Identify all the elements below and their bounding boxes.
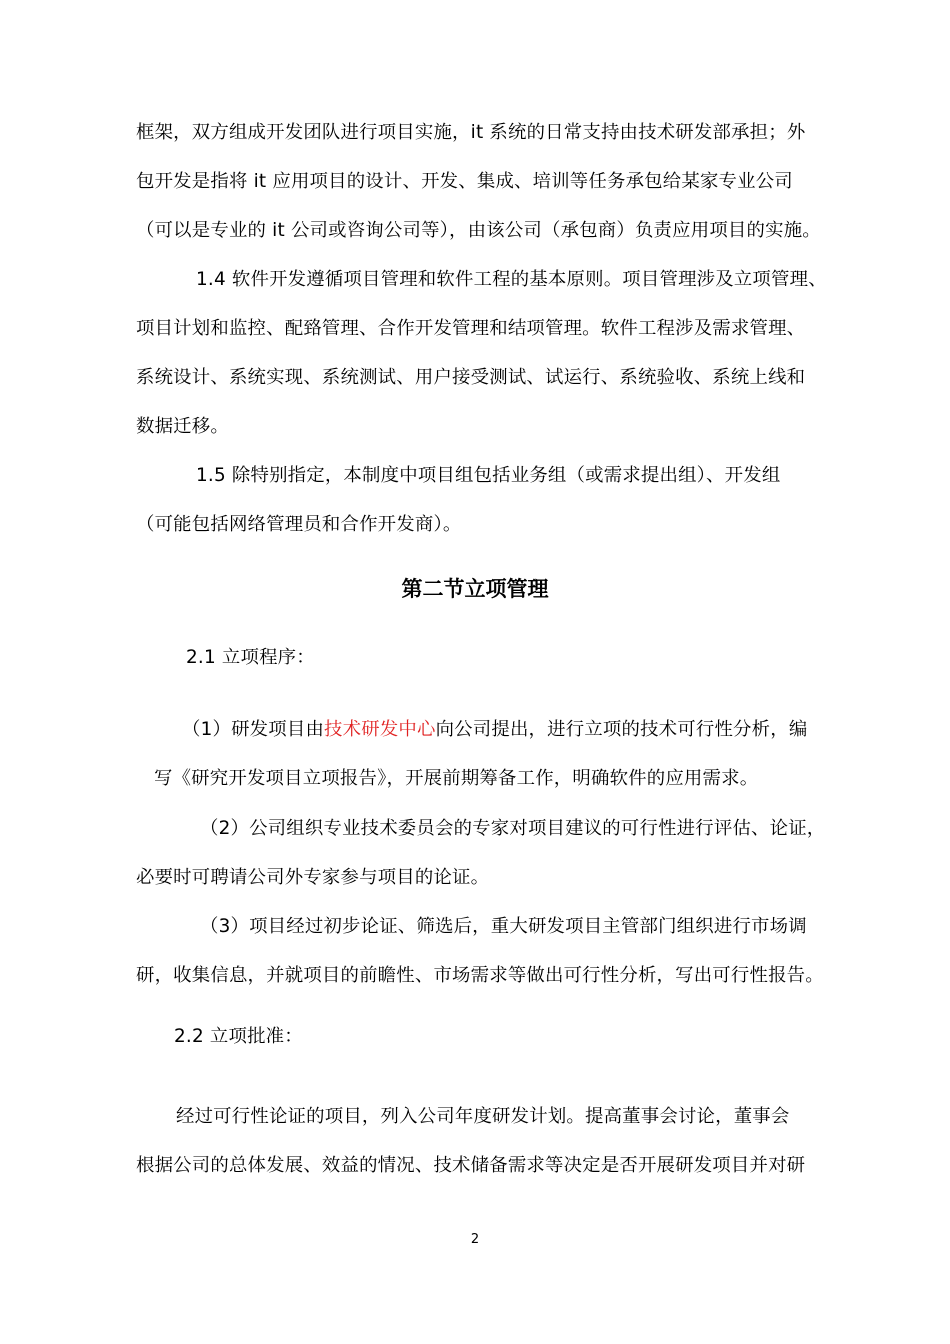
paragraph-line: 框架，双方组成开发团队进行项目实施，it 系统的日常支持由技术研发部承担；外: [136, 122, 806, 143]
paragraph-line: 研，收集信息，并就项目的前瞻性、市场需求等做出可行性分析，写出可行性报告。: [136, 965, 824, 986]
text-segment: 向公司提出，进行立项的技术可行性分析，编: [435, 719, 808, 740]
paragraph-line: 1.4 软件开发遵循项目管理和软件工程的基本原则。项目管理涉及立项管理、: [196, 269, 827, 290]
subsection-heading: 2.2 立项批准：: [174, 1026, 303, 1047]
paragraph-line: 必要时可聘请公司外专家参与项目的论证。: [136, 867, 490, 888]
subsection-heading: 2.1 立项程序：: [186, 647, 315, 668]
paragraph-line: （2）公司组织专业技术委员会的专家对项目建议的可行性进行评估、论证，: [200, 818, 826, 839]
paragraph-line: 系统设计、系统实现、系统测试、用户接受测试、试运行、系统验收、系统上线和: [136, 367, 806, 388]
paragraph-line: （可以是专业的 it 公司或咨询公司等），由该公司（承包商）负责应用项目的实施。: [136, 220, 821, 241]
text-segment: （1）研发项目由: [182, 719, 325, 740]
paragraph-line: [182, 718, 807, 742]
section-heading: 第二节立项管理: [401, 577, 549, 601]
paragraph-line: 项目计划和监控、配臵管理、合作开发管理和结项管理。软件工程涉及需求管理、: [136, 318, 806, 339]
page-number: 2: [470, 1232, 480, 1247]
paragraph-line: 写《研究开发项目立项报告》，开展前期筹备工作，明确软件的应用需求。: [154, 768, 759, 789]
paragraph-line: 根据公司的总体发展、效益的情况、技术储备需求等决定是否开展研发项目并对研: [136, 1155, 806, 1176]
highlighted-text: 技术研发中心: [324, 719, 436, 740]
paragraph-line: 数据迁移。: [136, 416, 229, 437]
paragraph-line: 经过可行性论证的项目，列入公司年度研发计划。提高董事会讨论，董事会: [176, 1106, 790, 1127]
paragraph-line: 1.5 除特别指定，本制度中项目组包括业务组（或需求提出组）、开发组: [196, 465, 781, 486]
paragraph-line: （3）项目经过初步论证、筛选后，重大研发项目主管部门组织进行市场调: [200, 916, 807, 937]
paragraph-line: （可能包括网络管理员和合作开发商）。: [136, 514, 462, 535]
paragraph-line: 包开发是指将 it 应用项目的设计、开发、集成、培训等任务承包给某家专业公司: [136, 171, 793, 192]
